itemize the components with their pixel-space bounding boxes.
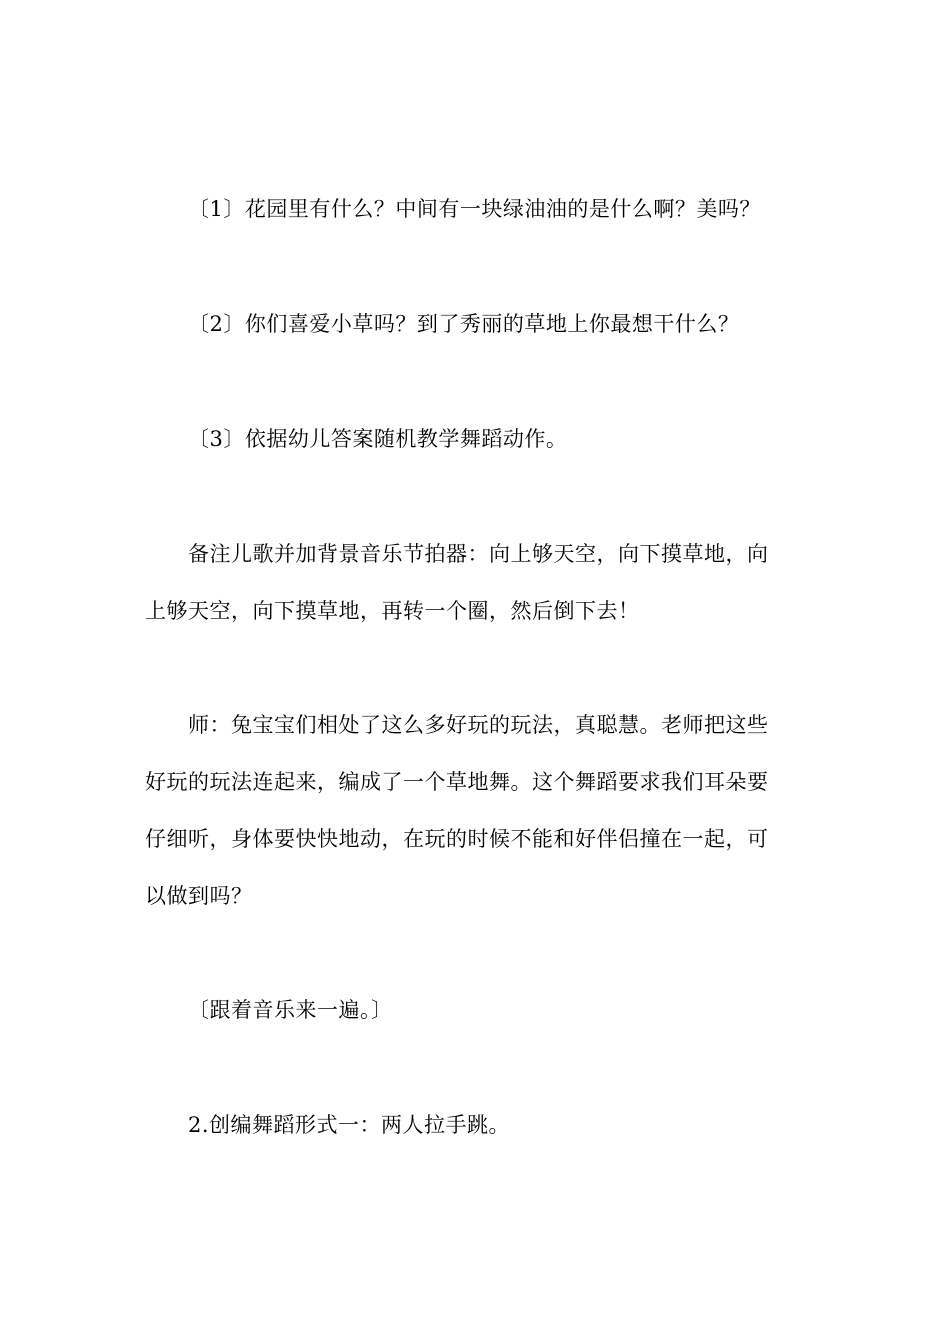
paragraph-5-line-3: 仔细听，身体要快快地动，在玩的时候不能和好伴侣撞在一起，可 bbox=[145, 827, 769, 851]
paragraph-2-line-1: 〔2〕你们喜爱小草吗？到了秀丽的草地上你最想干什么？ bbox=[188, 312, 740, 336]
paragraph-1-line-1: 〔1〕花园里有什么？中间有一块绿油油的是什么啊？美吗？ bbox=[188, 197, 761, 221]
paragraph-5-line-4: 以做到吗？ bbox=[145, 884, 253, 908]
paragraph-6-line-1: 〔跟着音乐来一遍。〕 bbox=[188, 998, 393, 1022]
paragraph-7-line-1: 2.创编舞蹈形式一：两人拉手跳。 bbox=[188, 1113, 511, 1137]
paragraph-5-line-2: 好玩的玩法连起来，编成了一个草地舞。这个舞蹈要求我们耳朵要 bbox=[145, 770, 769, 794]
paragraph-4-line-2: 上够天空，向下摸草地，再转一个圈，然后倒下去！ bbox=[145, 599, 640, 623]
paragraph-3-line-1: 〔3〕依据幼儿答案随机教学舞蹈动作。 bbox=[188, 427, 568, 451]
paragraph-4-line-1: 备注儿歌并加背景音乐节拍器：向上够天空，向下摸草地，向 bbox=[188, 542, 769, 566]
paragraph-5-line-1: 师：兔宝宝们相处了这么多好玩的玩法，真聪慧。老师把这些 bbox=[188, 713, 769, 737]
